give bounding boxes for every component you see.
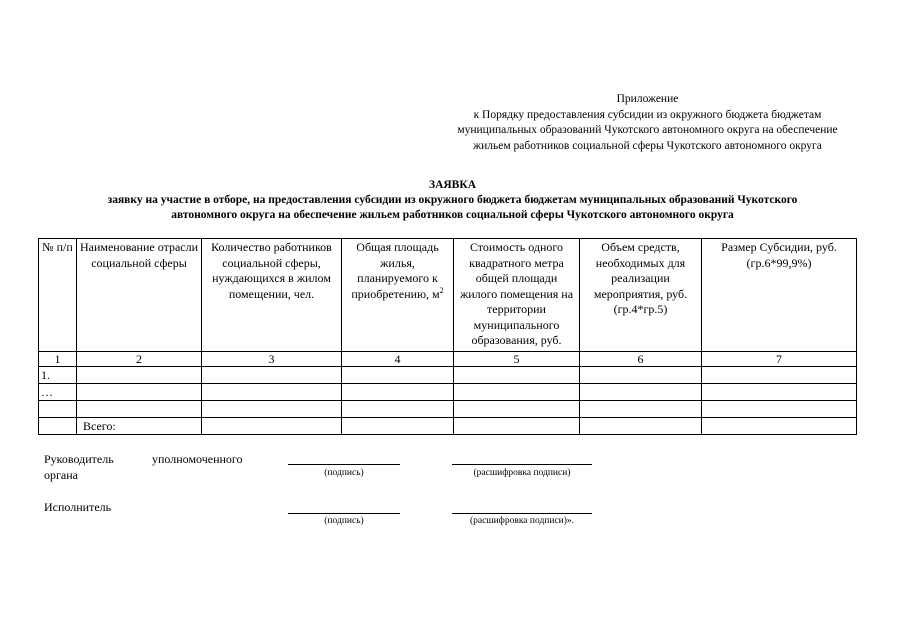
table-cell[interactable]: 1. bbox=[39, 367, 77, 384]
table-cell[interactable] bbox=[39, 418, 77, 435]
table-cell[interactable] bbox=[39, 401, 77, 418]
table-cell[interactable] bbox=[702, 401, 857, 418]
column-number: 3 bbox=[202, 352, 342, 367]
table-cell[interactable] bbox=[580, 384, 702, 401]
head-signature-caption: (подпись) bbox=[324, 468, 364, 478]
header-cell-area bbox=[342, 239, 454, 352]
head-decoding-line[interactable] bbox=[452, 464, 592, 465]
header-cell-sector: Наименование отрасли социальной сферы bbox=[77, 239, 202, 352]
table-row bbox=[39, 367, 857, 384]
document-title: ЗАЯВКА bbox=[429, 179, 476, 191]
table-cell[interactable] bbox=[342, 367, 454, 384]
table-cell[interactable] bbox=[202, 367, 342, 384]
header-cell-number: № п/п bbox=[39, 239, 77, 352]
table-cell[interactable] bbox=[454, 401, 580, 418]
table-cell[interactable] bbox=[202, 418, 342, 435]
area-unit-superscript: 2 bbox=[439, 285, 444, 295]
header-row bbox=[39, 239, 857, 352]
subtitle-line: автономного округа на обеспечение жильем работников социальной сферы Чукотского автономного округа bbox=[171, 209, 734, 221]
table-cell[interactable] bbox=[702, 418, 857, 435]
table-cell[interactable]: … bbox=[39, 384, 77, 401]
head-label-authorized: уполномоченного bbox=[152, 452, 243, 466]
head-label: Руководитель bbox=[44, 452, 114, 466]
table-cell[interactable] bbox=[342, 384, 454, 401]
head-decoding-caption: (расшифровка подписи) bbox=[473, 468, 571, 478]
total-label: Всего: bbox=[77, 418, 202, 435]
column-number: 7 bbox=[702, 352, 857, 367]
header-area-text: Общая площадь жилья, планируемого к приобретению, м bbox=[351, 240, 440, 301]
application-table bbox=[38, 238, 857, 435]
table-cell[interactable] bbox=[454, 384, 580, 401]
table-cell[interactable] bbox=[454, 418, 580, 435]
executor-signature-line[interactable] bbox=[288, 513, 400, 514]
table-cell[interactable] bbox=[342, 418, 454, 435]
header-cell-subsidy: Размер Субсидии, руб. (гр.6*99,9%) bbox=[702, 239, 857, 352]
column-number: 4 bbox=[342, 352, 454, 367]
table-row bbox=[39, 384, 857, 401]
column-number: 1 bbox=[39, 352, 77, 367]
column-number: 5 bbox=[454, 352, 580, 367]
appendix-line: к Порядку предоставления субсидии из окружного бюджета бюджетам bbox=[473, 108, 822, 121]
column-number-row bbox=[39, 352, 857, 367]
head-label-body: органа bbox=[44, 468, 78, 482]
table-cell[interactable] bbox=[702, 367, 857, 384]
table-cell[interactable] bbox=[202, 384, 342, 401]
appendix-line: муниципальных образований Чукотского автономного округа на обеспечение bbox=[457, 124, 838, 136]
table-cell[interactable] bbox=[454, 367, 580, 384]
table-cell[interactable] bbox=[77, 384, 202, 401]
subtitle-line: заявку на участие в отборе, на предоставления субсидии из окружного бюджета бюджетам муниципальных образований Чукотского bbox=[107, 194, 798, 206]
head-signature-line[interactable] bbox=[288, 464, 400, 465]
header-cell-cost-per-meter: Стоимость одного квадратного метра общей площади жилого помещения на территории муниципального образования, руб. bbox=[454, 239, 580, 352]
executor-decoding-line[interactable] bbox=[452, 513, 592, 514]
table-cell[interactable] bbox=[702, 384, 857, 401]
table-row bbox=[39, 401, 857, 418]
header-cell-funds: Объем средств, необходимых для реализации мероприятия, руб. (гр.4*гр.5) bbox=[580, 239, 702, 352]
table-cell[interactable] bbox=[580, 418, 702, 435]
document-subtitle bbox=[40, 193, 865, 223]
column-number: 6 bbox=[580, 352, 702, 367]
table-cell[interactable] bbox=[342, 401, 454, 418]
table-cell[interactable] bbox=[77, 367, 202, 384]
executor-signature-caption: (подпись) bbox=[324, 516, 364, 526]
table-cell[interactable] bbox=[77, 401, 202, 418]
column-number: 2 bbox=[77, 352, 202, 367]
appendix-header bbox=[420, 92, 875, 154]
table-cell[interactable] bbox=[202, 401, 342, 418]
table-cell[interactable] bbox=[580, 367, 702, 384]
header-cell-workers: Количество работников социальной сферы, нуждающихся в жилом помещении, чел. bbox=[202, 239, 342, 352]
appendix-title: Приложение bbox=[616, 93, 679, 105]
table-cell[interactable] bbox=[580, 401, 702, 418]
total-row bbox=[39, 418, 857, 435]
executor-decoding-caption: (расшифровка подписи)». bbox=[469, 516, 575, 526]
executor-label: Исполнитель bbox=[44, 500, 112, 514]
appendix-line: жильем работников социальной сферы Чукотского автономного округа bbox=[473, 139, 822, 152]
